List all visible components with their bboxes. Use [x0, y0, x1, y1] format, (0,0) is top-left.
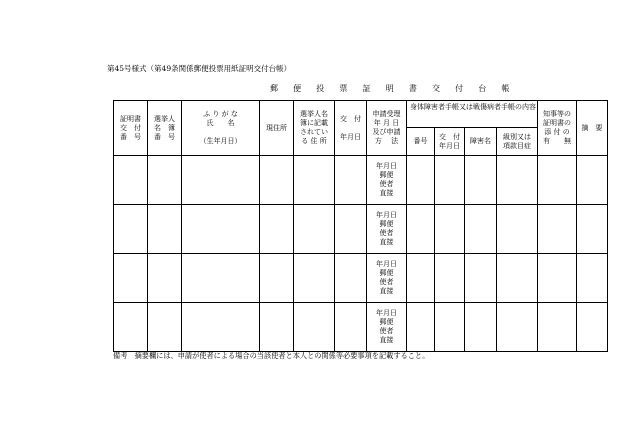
header-disability-group: 身体障害者手帳又は戦傷病者手帳の内容: [407, 101, 538, 128]
header-disability-grade: 級別又は 項款目症: [497, 128, 538, 156]
header-disability-name: 障害名: [465, 128, 497, 156]
ledger-table: [113, 100, 608, 352]
header-address: 現住所: [260, 101, 294, 156]
header-elector-no: 選挙人 名 簿 番 号: [148, 101, 182, 156]
header-certificate-no: 証明書 交 付 番 号: [114, 101, 148, 156]
header-disability-no: 番号: [407, 128, 435, 156]
document-title: 郵 便 投 票 証 明 書 交 付 台 帳: [270, 84, 516, 93]
application-method-cell: 年月日 郵便 使者 直接: [367, 303, 407, 352]
header-governor-cert: 知事等の 証明書の 添 付 の 有 無: [538, 101, 577, 156]
form-number: 第45号様式（第49条関係郵便投票用紙証明交付台帳）: [107, 64, 292, 73]
table-row: [114, 156, 608, 205]
header-issue-date: 交 付 年月日: [335, 101, 367, 156]
header-application: 申請受理 年 月 日 及び申請 方 法: [367, 101, 407, 156]
table-row: [114, 205, 608, 254]
header-name: ふ り が な 氏 名 （生年月日）: [182, 101, 260, 156]
header-disability-issue: 交 付 年月日: [435, 128, 465, 156]
header-remarks: 摘 要: [577, 101, 608, 156]
table-row: [114, 254, 608, 303]
application-method-cell: 年月日 郵便 使者 直接: [367, 156, 407, 205]
remarks-note: 備考 摘要欄には、申請が使者による場合の当該使者と本人との関係等必要事項を記載すること。: [113, 351, 430, 360]
table-row: [114, 303, 608, 352]
application-method-cell: 年月日 郵便 使者 直接: [367, 254, 407, 303]
header-registered-address: 選挙人名 簿に記載 されてい る 住 所: [294, 101, 335, 156]
application-method-cell: 年月日 郵便 使者 直接: [367, 205, 407, 254]
